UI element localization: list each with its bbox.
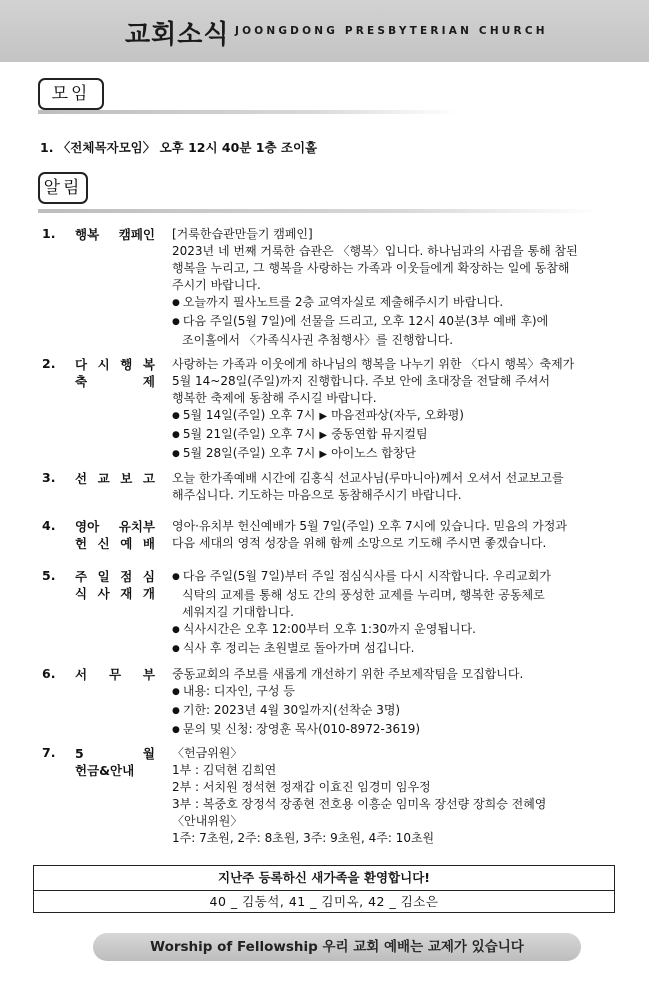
notice-item-title [75, 745, 155, 779]
notice-item-title [75, 568, 155, 602]
church-name: JOONGDONG PRESBYTERIAN CHURCH [235, 25, 548, 37]
notice-item-line [172, 568, 617, 587]
notice-item-performer: 중동연합 뮤지컬팀 [331, 427, 428, 441]
notice-section-heading: 알림 [38, 172, 88, 204]
play-arrow-icon: ▶ [319, 411, 328, 422]
notice-item-text: 중동교회의 주보를 새롭게 개선하기 위한 주보제작팀을 모집합니다. [172, 667, 524, 681]
new-family-names: 40 _ 김동석, 41 _ 김미옥, 42 _ 김소은 [209, 894, 439, 909]
notice-item-body [172, 568, 617, 659]
notice-item-text: 다음 주일(5월 7일)부터 주일 점심식사를 다시 시작합니다. 우리교회가 [182, 569, 551, 583]
play-arrow-icon: ▶ [319, 449, 328, 460]
notice-item-number: 6. [42, 666, 56, 681]
notice-item-text: 주시기 바랍니다. [172, 278, 261, 292]
notice-item-text: 1부 : 김덕현 김희연 [172, 763, 277, 777]
notice-item-title [75, 356, 155, 390]
notice-item-title [75, 666, 155, 683]
notice-item-title-line: 헌 신 예 배 [75, 536, 155, 551]
notice-item-line [172, 535, 617, 552]
notice-item-title-line: 영아 유치부 [75, 519, 155, 534]
notice-item-line [172, 313, 617, 332]
page-title: 교회소식 [125, 20, 230, 50]
notice-item-title-line: 식 사 재 개 [75, 586, 155, 601]
notice-item-title [75, 470, 155, 487]
meeting-announcement: 1. 〈전체목자모임〉 오후 12시 40분 1층 조이홀 [40, 140, 318, 155]
notice-item-title [75, 226, 155, 243]
notice-item-line [172, 779, 617, 796]
notice-item-body [172, 470, 617, 504]
meeting-divider [38, 110, 458, 114]
notice-item-text: 행복한 축제에 동참해 주시길 바랍니다. [172, 391, 377, 405]
notice-item-text: 5월 14일(주일) 오후 7시 [182, 408, 316, 422]
notice-item-text: [거룩한습관만들기 캠페인] [172, 227, 313, 241]
notice-item-line [172, 294, 617, 313]
notice-item-title-line: 다 시 행 복 [75, 357, 155, 372]
notice-item-line [172, 796, 617, 813]
page-header [0, 0, 649, 62]
notice-item-line [172, 390, 617, 407]
notice-item-body [172, 666, 617, 740]
notice-item-text: 식사 후 정리는 초원별로 돌아가며 섬깁니다. [182, 641, 415, 655]
notice-item-line [172, 604, 617, 621]
footer-banner: Worship of Fellowship 우리 교회 예배는 교제가 있습니다 [93, 933, 581, 961]
notice-item-number: 7. [42, 745, 56, 760]
notice-item-number: 5. [42, 568, 56, 583]
notice-item-text: 행복을 누리고, 그 행복을 사랑하는 가족과 이웃들에게 확장하는 일에 동참해 [172, 261, 570, 275]
notice-item-text: 문의 및 신청: 장영훈 목사(010-8972-3619) [182, 722, 421, 736]
notice-item-line [172, 445, 617, 464]
notice-item-line [172, 332, 617, 349]
new-family-table [33, 865, 615, 913]
notice-item-body [172, 226, 617, 349]
notice-divider [38, 209, 598, 213]
notice-item-line [172, 426, 617, 445]
play-arrow-icon: ▶ [319, 430, 328, 441]
notice-item-text: 오늘까지 필사노트를 2층 교역자실로 제출해주시기 바랍니다. [182, 295, 504, 309]
notice-item-title-line: 행복 캠페인 [75, 227, 155, 242]
notice-item-line [172, 702, 617, 721]
notice-item-line [172, 243, 617, 260]
notice-item-line [172, 587, 617, 604]
notice-item-text: 〈안내위원〉 [172, 814, 243, 828]
notice-item-title-line: 5 월 [75, 746, 155, 761]
notice-item-line [172, 226, 617, 243]
notice-item-line [172, 666, 617, 683]
notice-item-text: 3부 : 복중호 장정석 장종현 전호용 이흥순 임미옥 장선량 장희승 전혜영 [172, 797, 547, 811]
notice-item-line [172, 721, 617, 740]
notice-item-text: 식사시간은 오후 12:00부터 오후 1:30까지 운영됩니다. [182, 622, 476, 636]
notice-item-text: 다음 주일(5월 7일)에 선물을 드리고, 오후 12시 40분(3부 예배 후)에 [182, 314, 549, 328]
notice-item-text: 조이홀에서 〈가족식사권 추첨행사〉를 진행합니다. [182, 333, 454, 347]
notice-item-text: 5월 28일(주일) 오후 7시 [182, 446, 316, 460]
notice-item-line [172, 518, 617, 535]
notice-item-text: 5월 21일(주일) 오후 7시 [182, 427, 316, 441]
notice-item-line [172, 277, 617, 294]
meeting-section-heading: 모임 [38, 78, 104, 110]
notice-item-performer: 아이노스 합창단 [331, 446, 417, 460]
notice-item-text: 식탁의 교제를 통해 성도 간의 풍성한 교제를 누리며, 행복한 공동체로 [182, 588, 545, 602]
notice-item-line [172, 373, 617, 390]
notice-item-text: 영아·유치부 헌신예배가 5월 7일(주일) 오후 7시에 있습니다. 믿음의 가정과 [172, 519, 567, 533]
notice-item-title-line: 헌금&안내 [75, 763, 135, 778]
notice-item-title-line: 주 일 점 심 [75, 569, 155, 584]
notice-item-title [75, 518, 155, 552]
notice-item-line [172, 745, 617, 762]
notice-item-text: 5월 14~28일(주일)까지 진행합니다. 주보 안에 초대장을 전달해 주셔서 [172, 374, 550, 388]
notice-item-text: 2023년 네 번째 거룩한 습관은 〈행복〉입니다. 하나님과의 사귐을 통해 참된 [172, 244, 578, 258]
notice-item-line [172, 762, 617, 779]
notice-item-text: 세워지길 기대합니다. [182, 605, 294, 619]
notice-item-text: 기한: 2023년 4월 30일까지(선착순 3명) [182, 703, 401, 717]
notice-item-number: 2. [42, 356, 56, 371]
notice-item-line [172, 640, 617, 659]
notice-item-line [172, 356, 617, 373]
notice-item-number: 1. [42, 226, 56, 241]
notice-item-line [172, 683, 617, 702]
notice-item-line [172, 470, 617, 487]
notice-item-text: 내용: 디자인, 구성 등 [182, 684, 295, 698]
new-family-heading: 지난주 등록하신 새가족을 환영합니다! [34, 866, 614, 891]
notice-item-body [172, 745, 617, 847]
notice-item-title-line: 축 제 [75, 374, 155, 389]
notice-item-body [172, 356, 617, 464]
notice-item-line [172, 621, 617, 640]
notice-item-text: 다음 세대의 영적 성장을 위해 함께 소망으로 기도해 주시면 좋겠습니다. [172, 536, 547, 550]
notice-item-text: 2부 : 서치원 정석현 정재갑 이효진 임경미 임우정 [172, 780, 431, 794]
notice-item-text: 〈헌금위원〉 [172, 746, 243, 760]
notice-item-performer: 마음전파상(자두, 오화평) [331, 408, 464, 422]
notice-item-title-line: 선 교 보 고 [75, 471, 155, 486]
notice-item-text: 오늘 한가족예배 시간에 김홍식 선교사님(루마니아)께서 오셔서 선교보고를 [172, 471, 564, 485]
notice-item-text: 해주십니다. 기도하는 마음으로 동참해주시기 바랍니다. [172, 488, 462, 502]
notice-item-number: 3. [42, 470, 56, 485]
notice-item-title-line: 서 무 부 [75, 667, 155, 682]
notice-item-line [172, 813, 617, 830]
notice-item-line [172, 260, 617, 277]
notice-item-line [172, 407, 617, 426]
notice-item-line [172, 830, 617, 847]
notice-item-text: 사랑하는 가족과 이웃에게 하나님의 행복을 나누기 위한 〈다시 행복〉축제가 [172, 357, 575, 371]
notice-item-number: 4. [42, 518, 56, 533]
notice-item-text: 1주: 7초원, 2주: 8초원, 3주: 9초원, 4주: 10초원 [172, 831, 435, 845]
notice-item-body [172, 518, 617, 552]
notice-item-line [172, 487, 617, 504]
